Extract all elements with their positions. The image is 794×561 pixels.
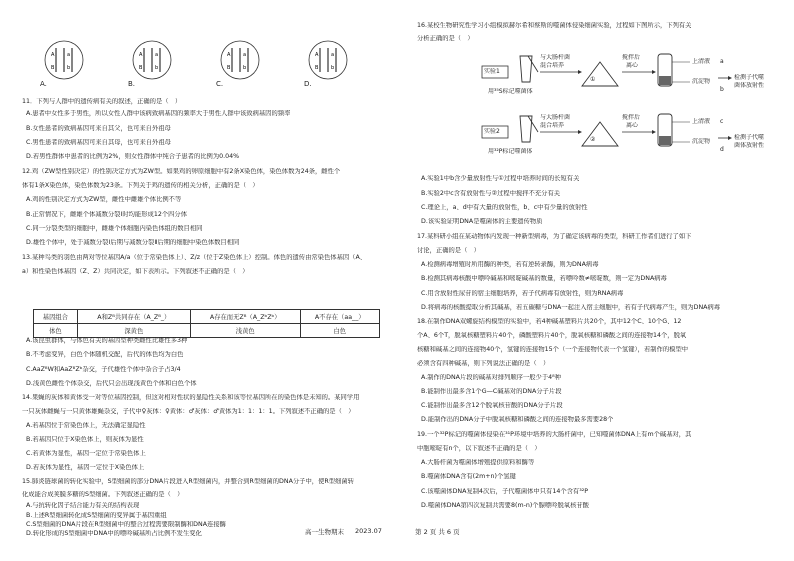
text-line: 13.某种鸟类的羽色由两对等位基因A/a（位于常染色体上）、Z/z（位于Z染色体上）控制。体色的遗传由常染色体基因（A、 xyxy=(22,254,367,261)
svg-text:A: A xyxy=(51,52,55,58)
footer-date: 2023.07 xyxy=(355,527,382,535)
text-line: 核糖和碱基之间的连接物40个，氢键的连接物15个（一个连接物代表一个氢键），若制作的模型中 xyxy=(417,346,689,353)
stir-label: 搅拌后 xyxy=(622,54,641,61)
text-line: 化成能合成荚膜多糖的S型细菌。下列叙述正确的是（ ） xyxy=(22,491,184,498)
text-line: A.制作的DNA片段的碱基对排列顺序一般少于4⁸种 xyxy=(421,374,561,381)
text-line: B.女性患者的致病基因可来自其父，也可来自外祖母 xyxy=(26,125,171,132)
check-label-2: 菌体放射性 xyxy=(734,82,765,89)
text-line: D.雄性个体中，处于减数分裂Ⅰ后期与减数分裂Ⅱ后期的细胞中染色体数目相同 xyxy=(26,239,240,246)
svg-text:B: B xyxy=(315,65,319,71)
table-cell: A不存在（aa__） xyxy=(300,310,379,324)
text-line: C.男性患者的致病基因可来自其母，也可来自外祖母 xyxy=(26,139,171,146)
text-line: D.若灰体为显性，基因一定位于X染色体上 xyxy=(26,464,145,471)
mix-label: 与大肠杆菌 xyxy=(540,114,571,121)
text-line: B.不考虑变异，白色个体随机交配，后代的体色均为白色 xyxy=(26,351,184,358)
svg-text:A: A xyxy=(315,52,319,58)
text-line: B.噬菌体DNA含有(2m+n)个氢键 xyxy=(421,473,516,480)
text-line: 17.某科研小组在某动物体内发现一种新型病毒，为了确定该病毒的类型，科研工作者们进行了如下 xyxy=(417,233,692,240)
b-label: b xyxy=(720,86,724,93)
supernatant-label: 上清液 xyxy=(692,118,711,125)
mix-label: 与大肠杆菌 xyxy=(540,54,571,61)
text-line: A.患者中女性多于男性，所以女性人群中该病致病基因的频率大于男性人群中该致病基因的频率 xyxy=(26,110,291,117)
check-label-2: 菌体放射性 xyxy=(734,142,765,149)
svg-text:a: a xyxy=(243,52,247,58)
text-line: A.鸡的性别决定方式为ZW型，雌性中雌雄个体比例不等 xyxy=(26,196,182,203)
text-line: B.检测其病毒核酸中嘌呤碱基和嘧啶碱基的数量，若嘌呤数≠嘧啶数，则一定为DNA病毒 xyxy=(421,275,667,282)
text-line: D.浅黄色雌性个体杂交，后代只会出现浅黄色个体和白色个体 xyxy=(26,380,197,387)
label-s35: 用³⁵S标记噬菌体 xyxy=(488,88,533,95)
svg-text:B: B xyxy=(227,65,231,71)
text-line: C.若黄体为显性，基因一定位于常染色体上 xyxy=(26,450,146,457)
text-line: 体有1条X染色体，染色体数为23条。下列关于鸡的遗传的相关分析，正确的是（ ） xyxy=(22,182,259,189)
footer-page: 第 2 页 共 6 页 xyxy=(415,528,460,536)
mix2-label: 混合培养 xyxy=(540,122,565,129)
text-line: 19.一个³²P标记的噬菌体侵染在³¹P环境中培养的大肠杆菌中，已知噬菌体DNA上有m个碱基对，其 xyxy=(417,431,692,438)
stir-label: 搅拌后 xyxy=(622,114,641,121)
step-1: ① xyxy=(590,76,596,83)
centrifuge-label: 离心 xyxy=(626,62,639,69)
text-line: A.实验1中b含少量放射性与①过程中培养时间的长短有关 xyxy=(421,175,580,182)
text-line: A.若基因位于常染色体上，无法确定显隐性 xyxy=(26,422,146,429)
text-line: 11．下列与人群中的遗传病有关的叙述，正确的是（ ） xyxy=(22,98,182,105)
text-line: C.能制作出最多含12个脱氧核苷酸的DNA分子片段 xyxy=(421,402,563,409)
table-cell: A和Zᴮ共同存在（A_Zᴮ_） xyxy=(77,310,190,324)
table-header-row xyxy=(34,310,380,324)
text-line: A.检测病毒增殖时所用酶的种类，若有逆转录酶，则为DNA病毒 xyxy=(421,261,599,268)
svg-text:B: B xyxy=(51,65,55,71)
text-line: C.该噬菌体DNA复制4次后，子代噬菌体中只有14个含有³²P xyxy=(421,488,589,495)
text-line: 16.某校生物研究性学习小组模拟赫尔希和蔡斯的噬菌体侵染细菌实验，过程如下图所示，下列有关 xyxy=(417,22,692,29)
a-label: a xyxy=(720,58,724,65)
text-line: C.用含放射性尿苷的宿主细胞培养，若子代病毒有放射性，则为RNA病毒 xyxy=(421,290,624,297)
svg-text:B: B xyxy=(139,65,143,71)
text-line: 12.鸡（ZW型性别决定）的性别决定方式为ZW型。如果鸡的卵原细胞中有2条X染色体，染色体数为24条，雌性个 xyxy=(22,168,341,175)
svg-text:a: a xyxy=(331,52,335,58)
svg-text:b: b xyxy=(67,65,71,71)
phage-experiment-diagram xyxy=(480,48,770,168)
option-c-label: C. xyxy=(216,80,224,88)
d-label: d xyxy=(720,146,724,153)
text-line: 必须含有四种碱基，则下列说法正确的是（ ） xyxy=(417,360,550,367)
text-line: C.同一分裂类型的细胞中，雌雄个体细胞内染色体组的数目相同 xyxy=(26,225,203,232)
svg-text:a: a xyxy=(155,52,159,58)
text-line: 一只灰体雌蝇与一只黄体雄蝇杂交，子代中♀灰体：♀黄体：♂灰体：♂黄体为1：1：1：1。下列叙述不正确的是（ ） xyxy=(22,408,355,415)
text-line: 个A、6个T，脱氧核糖塑料片40个，磷酸塑料片40个，脱氧核糖和磷酸之间的连接物14个，脱氧 xyxy=(417,332,687,339)
c-label: c xyxy=(720,118,724,125)
text-line: D.噬菌体DNA第四次复制共需要8(m-n)个腺嘌呤脱氧核苷酸 xyxy=(421,502,589,509)
text-line: B.若基因只位于X染色体上，则灰体为显性 xyxy=(26,436,144,443)
text-line: A.大肠杆菌为噬菌体增殖提供原料和酶等 xyxy=(421,459,535,466)
text-line: 18.在制作DNA双螺旋结构模型的实验中，若4种碱基塑料片共20个，其中12个C、10个G、12 xyxy=(417,318,682,325)
step-2: ② xyxy=(590,136,596,143)
table-cell: 基因组合 xyxy=(34,310,78,324)
table-cell: 浅黄色 xyxy=(190,324,300,338)
exp2-label: 实验2 xyxy=(484,128,500,135)
table-cell: 白色 xyxy=(300,324,379,338)
table-cell: 深黄色 xyxy=(77,324,190,338)
text-line: A.该昆虫群体，与体色有关的基因型种类雌性比雄性多3种 xyxy=(26,337,188,344)
text-line: B.正常情况下，雌雄个体减数分裂Ⅰ时均能形成12个四分体 xyxy=(26,211,188,218)
supernatant-label: 上清液 xyxy=(692,58,711,65)
text-line: C.理论上，a、d中有大量的放射性，b、c中有少量的放射性 xyxy=(421,204,588,211)
text-line: D.该实验证明DNA是噬菌体的主要遗传物质 xyxy=(421,218,543,225)
chromosome-cells-figure xyxy=(40,36,380,96)
option-d-label: D. xyxy=(304,80,312,88)
genotype-table xyxy=(33,309,380,338)
sediment-label: 沉淀物 xyxy=(692,78,711,85)
option-b-label: B. xyxy=(128,80,136,88)
text-line: 15.肺炎链球菌的转化实验中，S型细菌的部分DNA片段进入R型细菌内，并整合到R型细菌的DNA分子中，使R型细菌转 xyxy=(22,478,354,485)
svg-text:b: b xyxy=(155,65,159,71)
check-label: 检测子代噬 xyxy=(734,74,765,81)
footer-course: 高一生物期末 xyxy=(305,528,344,536)
check-label: 检测子代噬 xyxy=(734,134,765,141)
svg-text:b: b xyxy=(331,65,335,71)
cell-diagrams xyxy=(40,36,380,96)
exp1-label: 实验1 xyxy=(484,68,500,75)
table-row xyxy=(34,324,380,338)
text-line: C.AaZᴮW和AaZᴮZᵇ杂交，子代雄性个体中杂合子占3/4 xyxy=(26,366,181,373)
text-line: B.实验2中c含有放射性与②过程中搅拌不充分有关 xyxy=(421,190,561,197)
text-line: D.将病毒的核酸提取分析其碱基，若五碳糖与DNA一起注入宿主细胞中，若有子代病毒产生，则为DNA病毒 xyxy=(421,304,721,311)
centrifuge-label: 离心 xyxy=(626,122,639,129)
svg-text:A: A xyxy=(139,52,143,58)
text-line: 讨论，正确的是（ ） xyxy=(417,247,480,254)
text-line: 中胞嘧啶有n个，以下叙述不正确的是（ ） xyxy=(417,445,541,452)
mix2-label: 混合培养 xyxy=(540,62,565,69)
text-line: C.S型细菌的DNA片段在R型细菌中的整合过程需要限制酶和DNA连接酶 xyxy=(26,521,226,528)
text-line: B.上述R型细菌转化成S型细菌的变异属于基因重组 xyxy=(26,512,167,519)
text-line: D.转化形成的S型细菌中DNA中的嘌呤碱基所占比例不发生变化 xyxy=(26,530,202,537)
text-line: B.能制作出最多含1个G—C碱基对的DNA分子片段 xyxy=(421,388,562,395)
text-line: D.若男性群体中患者的比例为2%，则女性群体中纯合子患者的比例为0.04% xyxy=(26,153,240,160)
text-line: a）和性染色体基因（Z、Z）共同决定，如下表所示。下列叙述不正确的是（ ） xyxy=(22,268,249,275)
svg-text:A: A xyxy=(227,52,231,58)
text-line: A.与抗转化因子结合能力有关的结构表现 xyxy=(26,502,140,509)
text-line: 分析正确的是（ ） xyxy=(417,35,474,42)
table-cell: A存在而无Zᴮ（A_ZᵇZᵇ） xyxy=(190,310,300,324)
sediment-label: 沉淀物 xyxy=(692,138,711,145)
svg-text:b: b xyxy=(243,65,247,71)
svg-text:a: a xyxy=(67,52,71,58)
text-line: 14.果蝇的灰体和黄体受一对等位基因控制，但这对相对性状的显隐性关系和该等位基因所在的染色体是未知的。某同学用 xyxy=(22,394,360,401)
table-cell: 体色 xyxy=(34,324,78,338)
text-line: D.能制作出的DNA分子中脱氧核糖和磷酸之间的连接物最多需要28个 xyxy=(421,416,614,423)
label-p32: 用³²P标记噬菌体 xyxy=(488,148,533,155)
option-a-label: A. xyxy=(40,80,47,88)
